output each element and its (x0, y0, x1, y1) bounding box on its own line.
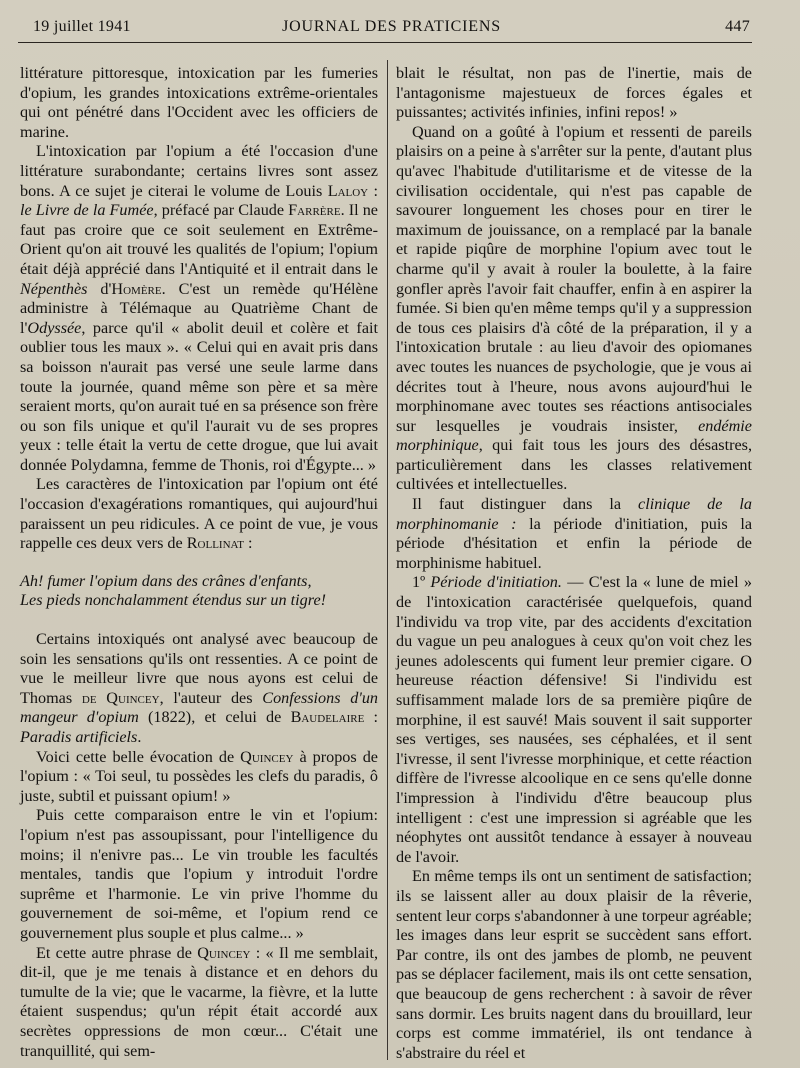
header-page-number: 447 (725, 18, 750, 35)
author-name: de Quincey (81, 688, 160, 707)
verse-line: Les pieds nonchalamment étendus sur un tigre! (20, 591, 327, 610)
paragraph: En même temps ils ont un sentiment de satisfaction; ils se laissent aller au doux plaisir de la rêverie, sentent leur corps s'abandonner à une torpeur agréable; les images dans leur esprit se succèdent sans effort. Par contre, ils ont des jambes de plomb, ne peuvent pas se déplacer facilement, mais ils ont cette sensation, que beaucoup de gens recherchent : à savoir de rêver sans dormir. Les bruits nagent dans du brouillard, leur corps est comme immatériel, ils ont tendance à s'abstraire du réel et (396, 867, 752, 1062)
verse-quote (20, 572, 378, 611)
book-title: Paradis artificiels (20, 728, 138, 746)
author-name: Quincey (240, 747, 294, 766)
author-name: Homère (111, 279, 162, 298)
header-rule (18, 42, 752, 43)
paragraph: Quand on a goûté à l'opium et ressenti de pareils plaisirs on a peine à s'arrêter sur la pente, d'autant plus qu'avec l'habitude d'utilitarisme et de vitesse de la civilisation occidentale, qui n'est pas capable de savourer longuement les choses pour en tirer le maximum de jouissance, on a remplacé par la banale et rapide piqûre de morphine l'opium avec tout le charme qu'il y avait à rouler la boulette, à la faire gonfler après l'avoir fait chauffer, enfin à en aspirer la fumée. Si bien qu'en même temps qu'il y a suppression de tous ces plaisirs d'à côté de la préparation, il y a l'intoxication brutale : au lieu d'avoir des opiomanes avec toutes les nuances de psychologie, que je vous ai décrites tout à l'heure, nous avons aujourd'hui le morphinomane avec toutes ses réactions antisociales sur lesquelles je voudrais insister, endémie morphinique, qui fait tous les jours des désastres, particulièrement dans les classes relativement cultivées et intellectuelles. (396, 122, 752, 494)
paragraph: blait le résultat, non pas de l'inertie, mais de l'antagonisme majestueux de forces égales et puissantes; activités infinies, infini repos! » (396, 64, 752, 122)
running-header (33, 16, 750, 40)
header-journal-title: JOURNAL DES PRATICIENS (282, 18, 501, 35)
book-title: le Livre de la Fumée (20, 201, 154, 220)
header-date: 19 juillet 1941 (33, 18, 131, 35)
author-name: Farrère (288, 201, 341, 220)
author-name: Laloy (327, 181, 369, 200)
section-heading: Période d'initiation. (430, 573, 562, 592)
paragraph: littérature pittoresque, intoxication par les fumeries d'opium, les grandes intoxications extrême-orientales qui ont pénétré dans l'Occident avec les officiers de marine. (20, 64, 378, 141)
paragraph: Voici cette belle évocation de Quincey à propos de l'opium : « Toi seul, tu possèdes les clefs du paradis, ô juste, subtil et puissant opium! » (20, 747, 378, 805)
paragraph: Les caractères de l'intoxication par l'opium ont été l'occasion d'exagérations romantiques, qui aujourd'hui paraissent un peu ridicules. A ce point de vue, je vous rappelle ces deux vers de Rollinat : (20, 475, 378, 553)
paragraph: Certains intoxiqués ont analysé avec beaucoup de soin les sensations qu'ils ont ressenties. A ce point de vue le meilleur livre que nous ayons est celui de Thomas de Quincey, l'auteur des Confessions d'un mangeur d'opium (1822), et celui de Baudelaire : Paradis artificiels. (20, 630, 379, 746)
author-name: Rollinat (186, 534, 244, 553)
author-name: Baudelaire (290, 708, 365, 727)
verse-line: Ah! fumer l'opium dans des crânes d'enfants, (20, 571, 312, 590)
paragraph: Il faut distinguer dans la clinique de la morphinomanie : la période d'initiation, puis la période d'hésitation et enfin la période de morphinisme habituel. (396, 495, 752, 572)
right-column (396, 64, 752, 1064)
emphasis: endémie morphinique (396, 416, 752, 455)
book-title: Confessions d'un mangeur d'opium (20, 688, 379, 727)
book-title: Odyssée (27, 318, 82, 337)
column-divider (387, 60, 388, 1060)
paragraph: 1º Période d'initiation. — C'est la « lune de miel » de l'intoxication caractérisée quelquefois, quand l'individu va trop vite, par des accidents d'excitation du vague un peu analogues à ceux qu'on voit chez les jeunes adolescents qui fument leur premier cigare. O heureuse réaction défensive! Si l'individu est suffisamment malade lors de sa première piqûre de morphine, il est sauvé! Mais souvent il sait supporter ses vertiges, ses nausées, ses céphalées, et il sent l'ivresse, il sent l'ivresse morphinique, et cette réaction diffère de l'ivresse alcoolique en ce sens qu'elle donne l'impression à l'individu d'être beaucoup plus intelligent : c'est une impression si agréable que les néophytes ont aussitôt tendance à essayer à nouveau de l'avoir. (396, 573, 752, 866)
book-title: Népenthès (20, 279, 88, 298)
paragraph: Et cette autre phrase de Quincey : « Il me semblait, dit-il, que je me tenais à distance et en dehors du tumulte de la vie; que le vacarme, la fièvre, et la lutte étaient suspendus; qu'un répit était accordé aux secrètes oppressions de mon cœur... C'était une tranquillité, qui sem- (20, 943, 378, 1060)
paragraph: Puis cette comparaison entre le vin et l'opium: l'opium n'est pas assoupissant, pour l'intelligence du moins; il n'enivre pas... Le vin trouble les facultés mentales, tandis que l'opium y introduit l'ordre suprême et l'harmonie. Le vin prive l'homme du gouvernement de soi-même, et l'opium rend ce gouvernement plus souple et plus calme... » (20, 806, 378, 942)
emphasis: clinique de la morphinomanie : (396, 495, 752, 533)
left-column (20, 64, 378, 1064)
author-name: Quincey (197, 943, 251, 962)
paragraph: L'intoxication par l'opium a été l'occasion d'une littérature surabondante; certains livres sont assez bons. A ce sujet je citerai le volume de Louis Laloy : le Livre de la Fumée, préfacé par Claude Farrère. Il ne faut pas croire que ce soit seulement en Extrême-Orient qu'on ait trouvé les qualités de l'opium; l'opium était déjà apprécié dans l'Antiquité et il entrait dans le Népenthès d'Homère. C'est un remède qu'Hélène administre à Télémaque au Quatrième Chant de l'Odyssée, parce qu'il « abolit deuil et colère et fait oublier tous les maux ». « Celui qui en avait pris dans sa boisson n'aurait pas versé une seule larme dans toute la journée, quand même son père et sa mère seraient morts, qu'on aurait tué en sa présence son frère ou son fils unique et qu'il l'aurait vu de ses propres yeux : telle était la vertu de cette drogue, que lui avait donnée Polydamna, femme de Thonis, roi d'Égypte... » (20, 142, 379, 474)
